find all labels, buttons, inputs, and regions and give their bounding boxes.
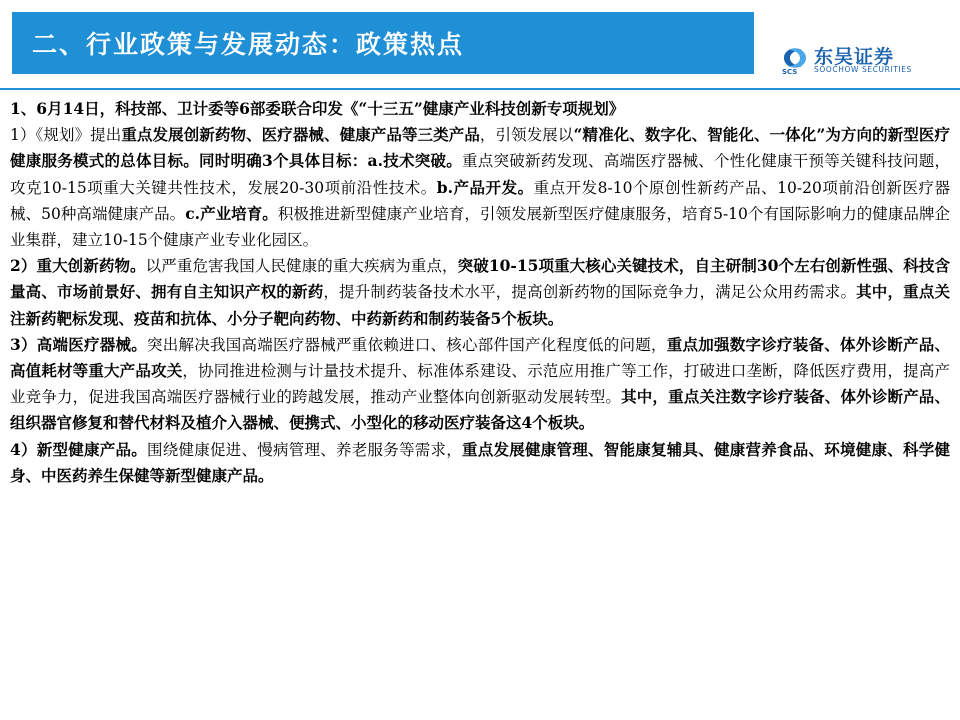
body-text: 1）《规划》提出 <box>10 126 122 145</box>
body-text: 积极推进新型健康产业培育，引领发展新型医疗健康服务，培育5-10个有国际影响力的健康品牌企业集群，建立10-15个健康产业专业化园区。 <box>10 204 950 250</box>
header-divider <box>0 88 960 90</box>
policy-body <box>10 96 950 489</box>
logo-company-name: 东吴证券 <box>814 46 895 68</box>
body-text: ，协同推进检测与计量技术提升、标准体系建设、示范应用推广等工作，打破进口垄断，降低医疗费用，提高产业竞争力，促进我国高端医疗器械行业的跨越发展，推动产业整体向创新驱动发展转型。 <box>10 362 950 407</box>
emphasized-text: “精准化、数字化、智能化、一体化”为方向的新型医疗健康服务模式的总体目标。同时明确3个具体目标：a.技术突破。 <box>10 125 950 171</box>
emphasized-text: 重点加强数字诊疗装备、体外诊断产品、高值耗材等重大产品攻关 <box>10 334 950 381</box>
emphasized-text: c.产业培育。 <box>185 203 278 223</box>
emphasized-text: 突破10-15项重大核心关键技术，自主研制30个左右创新性强、科技含量高、市场前景好、拥有自主知识产权的新药 <box>10 256 950 302</box>
body-text: ，提升制药装备技术水平，提高创新药物的国际竞争力，满足公众用药需求。 <box>323 283 857 302</box>
emphasized-text: 重点发展创新药物、医疗器械、健康产品等三类产品 <box>121 125 480 145</box>
emphasized-text: 重点发展健康管理、智能康复辅具、健康营养食品、环境健康、科学健身、中医药养生保健等新型健康产品。 <box>10 439 950 485</box>
emphasized-text: 其中，重点关注新药靶标发现、疫苗和抗体、小分子靶向药物、中药新药和制药装备5个板块。 <box>10 282 950 328</box>
policy-paragraph <box>10 122 950 253</box>
body-text: 围绕健康促进、慢病管理、养老服务等需求， <box>147 440 463 459</box>
body-text: ，引领发展以 <box>479 126 574 145</box>
emphasized-text: 3）高端医疗器械。 <box>10 334 148 354</box>
title-bar <box>12 12 754 74</box>
emphasized-text: 其中，重点关注数字诊疗装备、体外诊断产品、组织器官修复和替代材料及植介入器械、便携式、小型化的移动医疗装备这4个板块。 <box>10 387 950 433</box>
emphasized-text: b.产品开发。 <box>436 177 534 197</box>
emphasized-text: 2）重大创新药物。 <box>10 256 146 276</box>
body-text: 以严重危害我国人民健康的重大疾病为重点， <box>145 257 458 276</box>
policy-paragraph <box>10 437 950 489</box>
emphasized-text: 1、6月14日，科技部、卫计委等6部委联合印发《“十三五”健康产业科技创新专项规划》 <box>10 99 625 118</box>
emphasized-text: 4）新型健康产品。 <box>10 439 148 459</box>
company-logo <box>780 44 950 80</box>
policy-paragraph <box>10 253 950 332</box>
page-title: 二、行业政策与发展动态：政策热点 <box>32 30 465 59</box>
logo-abbreviation: SCS <box>782 68 798 76</box>
logo-company-name-en: SOOCHOW SECURITIES <box>814 65 912 74</box>
body-text: 重点突破新药发现、高端医疗器械、个性化健康干预等关键科技问题，攻克10-15项重大关键共性技术，发展20-30项前沿性技术。 <box>10 152 950 197</box>
body-text: 重点开发8-10个原创性新药产品、10-20项前沿创新医疗器械、50种高端健康产品。 <box>10 178 950 223</box>
policy-paragraph <box>10 332 950 437</box>
policy-paragraph <box>10 96 950 122</box>
body-text: 突出解决我国高端医疗器械严重依赖进口、核心部件国产化程度低的问题， <box>147 335 667 354</box>
